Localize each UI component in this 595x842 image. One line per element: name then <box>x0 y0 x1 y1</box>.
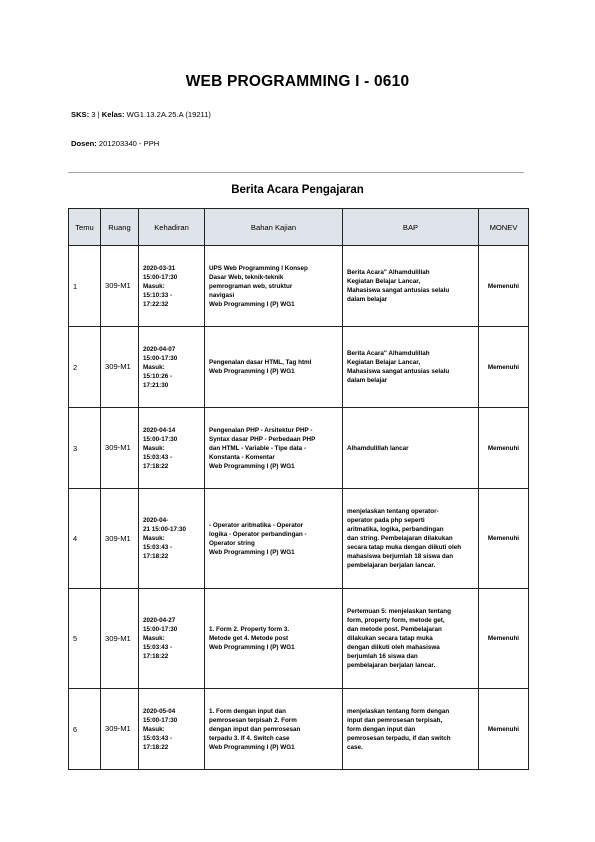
cell-bahan-kajian-line: pemrograman web, struktur <box>209 282 293 290</box>
cell-kehadiran-line: 17:18:22 <box>143 743 169 751</box>
cell-monev: Memenuhi <box>479 408 529 489</box>
cell-bahan-kajian-line: Syntax dasar PHP - Perbedaan PHP <box>209 435 316 443</box>
cell-bap-line: Mahasiswa sangat antusias selalu <box>347 368 450 375</box>
cell-kehadiran-line: 15:10:33 - <box>143 291 173 299</box>
cell-monev: Memenuhi <box>479 689 529 770</box>
cell-temu: 2 <box>69 327 101 408</box>
cell-bahan-kajian-line: Web Programming I (P) WG1 <box>209 462 295 470</box>
cell-kehadiran <box>139 689 205 770</box>
cell-bahan-kajian-line: logika - Operator perbandingan - <box>209 530 307 538</box>
cell-bahan-kajian-line: Web Programming I (P) WG1 <box>209 743 295 751</box>
cell-bap-line: case. <box>347 743 363 751</box>
cell-bahan-kajian-line: Konstanta - Komentar <box>209 453 275 461</box>
cell-bahan-kajian-line: Dasar Web, teknik-teknik <box>209 273 284 281</box>
cell-bahan-kajian-line: Web Programming I (P) WG1 <box>209 300 295 308</box>
cell-temu: 4 <box>69 489 101 589</box>
cell-kehadiran-line: 15:03:43 - <box>143 734 173 742</box>
cell-temu: 6 <box>69 689 101 770</box>
cell-kehadiran-line: 2020-03-31 <box>143 264 176 272</box>
cell-kehadiran-line: 17:18:22 <box>143 653 169 660</box>
cell-bap-line: dilakukan secara tatap muka <box>347 635 433 642</box>
cell-bahan-kajian-line: Pengenalan dasar HTML, Tag html <box>209 359 312 366</box>
cell-ruang: 309-M1 <box>101 327 139 408</box>
header-kehadiran: Kehadiran <box>139 209 205 246</box>
sks-value: 3 <box>91 110 96 119</box>
document-title: WEB PROGRAMMING I - 0610 <box>185 73 410 90</box>
section-title: Berita Acara Pengajaran <box>231 184 364 196</box>
dosen-label: Dosen: <box>71 139 97 148</box>
cell-kehadiran-line: 15:00-17:30 <box>143 354 178 362</box>
divider <box>68 172 524 173</box>
cell-bap-line: Mahasiswa sangat antusias selalu <box>347 287 450 294</box>
cell-bahan-kajian-line: terpadu 3. If 4. Switch case <box>209 734 290 742</box>
cell-monev: Memenuhi <box>479 327 529 408</box>
cell-bahan-kajian-line: Operator string <box>209 539 255 547</box>
cell-ruang: 309-M1 <box>101 589 139 689</box>
cell-bahan-kajian-line: UPS Web Programming I Konsep <box>209 264 308 272</box>
cell-bap-line: pembelajaran berjalan lancar. <box>347 662 436 669</box>
table-header-row <box>69 209 529 246</box>
cell-bap-line: pembelajaran berjalan lancar. <box>347 562 436 569</box>
cell-bahan-kajian <box>205 408 343 489</box>
cell-kehadiran-line: Masuk: <box>143 444 165 452</box>
cell-kehadiran-line: Masuk: <box>143 635 165 642</box>
cell-kehadiran-line: 17:18:22 <box>143 462 169 470</box>
cell-bap-line: input dan pemrosesan terpisah, <box>347 716 443 724</box>
cell-bap-line: dalam belajar <box>347 296 388 303</box>
cell-bap-line: Kegiatan Belajar Lancar, <box>347 359 421 366</box>
cell-kehadiran-line: 15:00-17:30 <box>143 273 178 281</box>
cell-bap <box>343 246 479 327</box>
dosen-value: 201203340 - PPH <box>98 139 160 148</box>
table-row <box>69 689 529 770</box>
cell-kehadiran-line: Masuk: <box>143 282 165 290</box>
cell-bap-line: Alhamdulillah lancar <box>347 444 409 452</box>
bap-table <box>68 208 529 770</box>
cell-bap-line: dalam belajar <box>347 377 388 384</box>
course-meta <box>71 110 211 119</box>
cell-kehadiran-line: 15:00-17:30 <box>143 435 178 443</box>
cell-bahan-kajian-line: dan HTML - Variable - Tipe data - <box>209 444 307 452</box>
kelas-value: WG1.13.2A.25.A (19211) <box>126 110 211 119</box>
cell-bap-line: berjumlah 16 siswa dan <box>347 653 418 660</box>
header-bahan-kajian: Bahan Kajian <box>205 209 343 246</box>
header-temu: Temu <box>69 209 101 246</box>
cell-kehadiran-line: 15:03:43 - <box>143 644 173 651</box>
lecturer-meta <box>71 139 159 148</box>
cell-bap-line: dengan diikuti oleh mahasiswa <box>347 644 440 651</box>
cell-monev: Memenuhi <box>479 589 529 689</box>
cell-bap-line: form dengan input dan <box>347 725 416 733</box>
cell-kehadiran-line: 2020-04-07 <box>143 345 176 353</box>
table-row <box>69 246 529 327</box>
cell-kehadiran-line: Masuk: <box>143 725 165 733</box>
header-monev: MONEV <box>479 209 529 246</box>
cell-bahan-kajian <box>205 489 343 589</box>
cell-kehadiran <box>139 246 205 327</box>
cell-kehadiran <box>139 327 205 408</box>
cell-bap <box>343 689 479 770</box>
cell-bap-line: Kegiatan Belajar Lancar, <box>347 278 421 285</box>
cell-bahan-kajian-line: 1. Form dengan input dan <box>209 707 286 715</box>
cell-ruang: 309-M1 <box>101 246 139 327</box>
cell-bahan-kajian-line: Web Programming I (P) WG1 <box>209 644 295 651</box>
cell-bahan-kajian <box>205 589 343 689</box>
header-ruang: Ruang <box>101 209 139 246</box>
cell-bahan-kajian-line: Pengenalan PHP - Arsitektur PHP - <box>209 426 313 434</box>
cell-ruang: 309-M1 <box>101 489 139 589</box>
cell-bap <box>343 489 479 589</box>
cell-bap <box>343 408 479 489</box>
cell-kehadiran-line: 2020-04-27 <box>143 617 176 624</box>
cell-kehadiran-line: 2020-04- <box>143 517 169 524</box>
cell-bahan-kajian-line: Web Programming I (P) WG1 <box>209 368 295 375</box>
cell-bap-line: Pertemuan 5: menjelaskan tentang <box>347 608 451 615</box>
cell-temu: 5 <box>69 589 101 689</box>
header-bap: BAP <box>343 209 479 246</box>
cell-ruang: 309-M1 <box>101 408 139 489</box>
cell-bahan-kajian-line: 1. Form 2. Property form 3. <box>209 626 290 633</box>
cell-kehadiran-line: 2020-05-04 <box>143 707 176 715</box>
kelas-label: Kelas: <box>101 110 125 119</box>
meta-separator: | <box>97 110 100 119</box>
cell-bahan-kajian <box>205 689 343 770</box>
cell-bap-line: form, property form, metode get, <box>347 617 445 624</box>
cell-kehadiran-line: 15:00-17:30 <box>143 626 178 633</box>
cell-bap-line: operator pada php seperti <box>347 517 425 524</box>
cell-bap-line: mahasiswa berjumlah 18 siswa dan <box>347 553 454 560</box>
cell-kehadiran-line: 17:21:30 <box>143 381 169 389</box>
cell-bap-line: pemrosesan terpadu, if dan switch <box>347 734 451 742</box>
cell-kehadiran <box>139 489 205 589</box>
cell-bahan-kajian-line: navigasi <box>209 291 235 299</box>
cell-bap-line: aritmatika, logika, perbandingan <box>347 526 444 533</box>
cell-monev: Memenuhi <box>479 246 529 327</box>
cell-temu: 3 <box>69 408 101 489</box>
cell-kehadiran-line: 21 15:00-17:30 <box>143 526 187 533</box>
cell-kehadiran-line: 17:18:22 <box>143 553 169 560</box>
cell-kehadiran <box>139 408 205 489</box>
cell-kehadiran-line: 17:22:32 <box>143 300 169 308</box>
table-row <box>69 327 529 408</box>
cell-kehadiran-line: 15:00-17:30 <box>143 716 178 724</box>
cell-bahan-kajian-line: pemrosesan terpisah 2. Form <box>209 716 297 724</box>
cell-kehadiran <box>139 589 205 689</box>
cell-bahan-kajian <box>205 246 343 327</box>
cell-kehadiran-line: 15:03:43 - <box>143 453 173 461</box>
cell-kehadiran-line: 2020-04-14 <box>143 426 176 434</box>
cell-kehadiran-line: Masuk: <box>143 535 165 542</box>
cell-temu: 1 <box>69 246 101 327</box>
cell-bap-line: Berita Acara" Alhamdulillah <box>347 350 430 357</box>
cell-bahan-kajian-line: - Operator aritmatika - Operator <box>209 521 304 529</box>
sks-label: SKS: <box>71 110 90 119</box>
cell-bap-line: menjelaskan tentang form dengan <box>347 707 450 715</box>
cell-bahan-kajian-line: dengan input dan pemrosesan <box>209 725 301 733</box>
cell-bap-line: menjelaskan tentang operator- <box>347 508 439 515</box>
table-row <box>69 589 529 689</box>
cell-bahan-kajian <box>205 327 343 408</box>
cell-kehadiran-line: 15:03:43 - <box>143 544 173 551</box>
cell-monev: Memenuhi <box>479 489 529 589</box>
cell-kehadiran-line: Masuk: <box>143 363 165 371</box>
cell-bahan-kajian-line: Metode get 4. Metode post <box>209 635 289 642</box>
cell-bap <box>343 327 479 408</box>
cell-bap <box>343 589 479 689</box>
cell-ruang: 309-M1 <box>101 689 139 770</box>
table-row <box>69 408 529 489</box>
cell-bap-line: dan string. Pembelajaran dilakukan <box>347 535 453 542</box>
cell-bap-line: secara tatap muka dengan diikuti oleh <box>347 544 462 551</box>
cell-bahan-kajian-line: Web Programming I (P) WG1 <box>209 548 295 556</box>
cell-kehadiran-line: 15:10:26 - <box>143 372 173 380</box>
cell-bap-line: dan metode post. Pembelajaran <box>347 626 442 633</box>
cell-bap-line: Berita Acara" Alhamdulillah <box>347 269 430 276</box>
table-row <box>69 489 529 589</box>
